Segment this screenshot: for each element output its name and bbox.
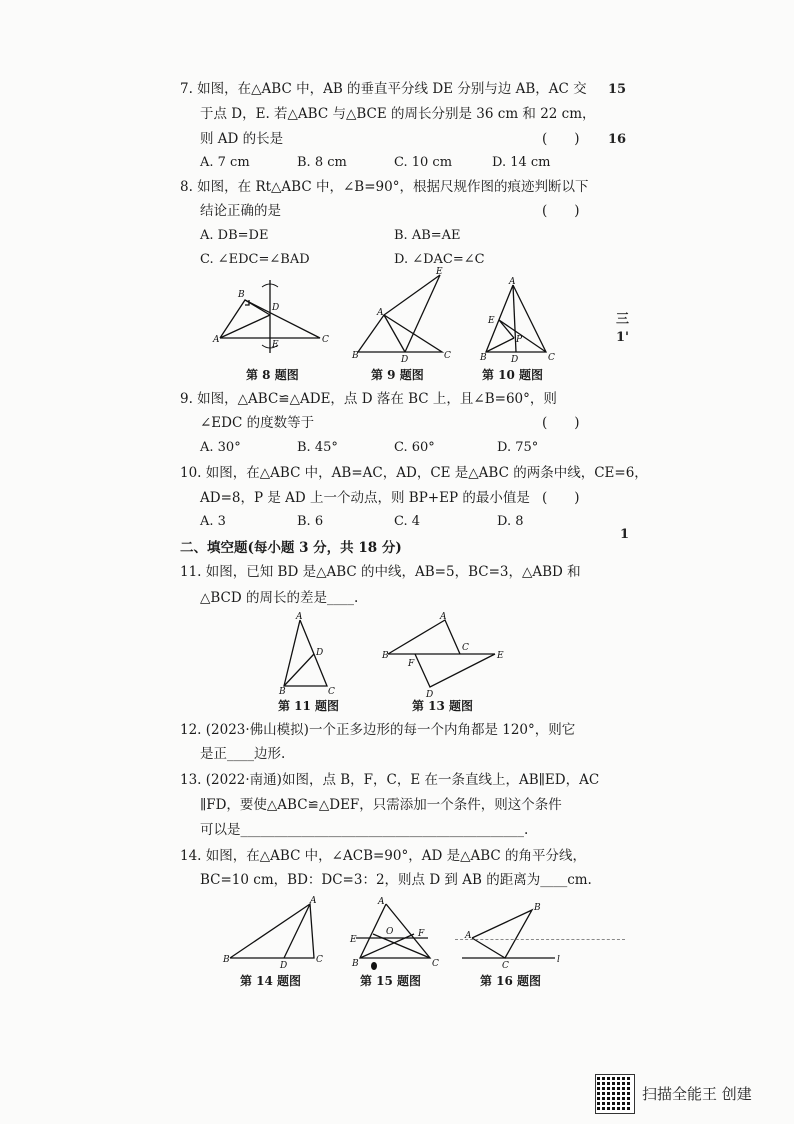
figure-8-caption: 第 8 题图 <box>246 368 299 382</box>
svg-text:A: A <box>310 896 317 906</box>
margin-fragment-1a: 1' <box>616 330 630 345</box>
q9-line1: 9. 如图，△ABC≌△ADE，点 D 落在 BC 上，且∠B=60°，则 <box>180 391 557 407</box>
figure-13 <box>380 612 510 700</box>
q7-line3: 则 AD 的长是 <box>200 131 284 147</box>
figure-16 <box>460 900 560 971</box>
svg-text:l: l <box>557 955 560 965</box>
q12-line2: 是正____边形. <box>200 746 286 762</box>
svg-text:D: D <box>316 648 324 658</box>
q9-option-c: C. 60° <box>394 440 435 455</box>
q10-option-b: B. 6 <box>297 514 324 529</box>
svg-text:A: A <box>509 277 516 287</box>
figure-15 <box>348 896 443 971</box>
q13-line3: 可以是__________________________________________. <box>200 822 529 838</box>
q10-line2: AD=8，P 是 AD 上一个动点，则 BP+EP 的最小值是 <box>200 490 530 506</box>
figure-10 <box>478 277 568 365</box>
figure-9 <box>350 267 460 365</box>
figure-14-caption: 第 14 题图 <box>240 974 302 988</box>
q8-option-b: B. AB=AE <box>394 228 461 243</box>
q9-option-b: B. 45° <box>297 440 338 455</box>
q8-paren: ( ) <box>542 203 580 219</box>
q14-line1: 14. 如图，在△ABC 中，∠ACB=90°，AD 是△ABC 的角平分线， <box>180 848 587 864</box>
svg-text:B: B <box>352 351 359 361</box>
q7-option-b: B. 8 cm <box>297 155 347 170</box>
q8-option-c: C. ∠EDC=∠BAD <box>200 252 310 267</box>
svg-text:O: O <box>386 927 394 937</box>
svg-text:D: D <box>401 355 409 365</box>
svg-text:D: D <box>272 303 280 313</box>
q8-option-d: D. ∠DAC=∠C <box>394 252 485 267</box>
q7-option-c: C. 10 cm <box>394 155 453 170</box>
svg-text:P: P <box>516 335 523 345</box>
svg-text:B: B <box>480 353 487 363</box>
q7-line2: 于点 D，E. 若△ABC 与△BCE 的周长分别是 36 cm 和 22 cm， <box>200 106 596 122</box>
svg-text:A: A <box>465 931 472 941</box>
figure-9-caption: 第 9 题图 <box>371 368 424 382</box>
svg-text:A: A <box>213 335 220 345</box>
q13-line2: ∥FD，要使△ABC≌△DEF，只需添加一个条件，则这个条件 <box>200 797 562 813</box>
svg-text:B: B <box>382 651 389 661</box>
svg-text:C: C <box>502 961 509 971</box>
svg-text:A: A <box>296 612 303 622</box>
margin-number-16: 16 <box>608 132 627 147</box>
svg-text:C: C <box>322 335 329 345</box>
qr-pattern <box>597 1076 631 1110</box>
q7-line1: 7. 如图，在△ABC 中，AB 的垂直平分线 DE 分别与边 AB，AC 交 <box>180 81 587 97</box>
q9-option-d: D. 75° <box>497 440 539 455</box>
margin-fragment-1b: 1 <box>620 527 630 542</box>
q7-option-d: D. 14 cm <box>492 155 551 170</box>
svg-text:D: D <box>280 961 288 971</box>
q8-line2: 结论正确的是 <box>200 203 281 219</box>
q10-paren: ( ) <box>542 490 580 506</box>
margin-char-san: 三 <box>616 312 630 327</box>
q10-option-c: C. 4 <box>394 514 421 529</box>
q11-line1: 11. 如图，已知 BD 是△ABC 的中线，AB=5，BC=3，△ABD 和 <box>180 564 581 580</box>
svg-text:B: B <box>534 903 541 913</box>
svg-text:B: B <box>352 959 359 969</box>
svg-text:E: E <box>497 651 504 661</box>
figure-16-caption: 第 16 题图 <box>480 974 542 988</box>
figure-10-caption: 第 10 题图 <box>482 368 544 382</box>
svg-text:C: C <box>462 643 469 653</box>
svg-text:E: E <box>488 316 495 326</box>
q7-paren: ( ) <box>542 131 580 147</box>
svg-text:D: D <box>426 690 434 700</box>
svg-text:E: E <box>272 340 279 350</box>
svg-text:C: C <box>444 351 451 361</box>
svg-text:E: E <box>350 935 357 945</box>
figure-11-caption: 第 11 题图 <box>278 699 340 713</box>
margin-number-15: 15 <box>608 82 627 97</box>
fold-mark-line <box>455 939 625 940</box>
figure-8 <box>210 275 330 360</box>
svg-text:A: A <box>377 308 384 318</box>
section-2-heading: 二、填空题(每小题 3 分，共 18 分) <box>180 540 402 556</box>
svg-text:C: C <box>432 959 439 969</box>
q9-paren: ( ) <box>542 415 580 431</box>
q10-line1: 10. 如图，在△ABC 中，AB=AC，AD，CE 是△ABC 的两条中线，CE=6， <box>180 465 648 481</box>
svg-text:F: F <box>408 659 415 669</box>
svg-text:C: C <box>328 687 335 697</box>
q14-line2: BC=10 cm，BD：DC=3：2，则点 D 到 AB 的距离为____cm. <box>200 872 592 888</box>
svg-text:A: A <box>440 612 447 622</box>
q10-option-d: D. 8 <box>497 514 524 529</box>
svg-text:C: C <box>548 353 555 363</box>
q7-option-a: A. 7 cm <box>200 155 250 170</box>
svg-text:A: A <box>378 897 385 907</box>
svg-text:B: B <box>238 290 245 300</box>
svg-text:B: B <box>223 955 230 965</box>
q8-option-a: A. DB=DE <box>200 228 269 243</box>
q11-line2: △BCD 的周长的差是____. <box>200 590 359 606</box>
q13-line1: 13. (2022·南通)如图，点 B，F，C，E 在一条直线上，AB∥ED，AC <box>180 772 600 788</box>
figure-11 <box>272 612 342 697</box>
q8-line1: 8. 如图，在 Rt△ABC 中，∠B=90°，根据尺规作图的痕迹判断以下 <box>180 179 589 195</box>
svg-text:F: F <box>418 929 425 939</box>
svg-text:D: D <box>511 355 519 365</box>
q12-line1: 12. (2023·佛山模拟)一个正多边形的每一个内角都是 120°，则它 <box>180 722 576 738</box>
q9-option-a: A. 30° <box>200 440 241 455</box>
q10-option-a: A. 3 <box>200 514 226 529</box>
svg-text:B: B <box>279 687 286 697</box>
q9-line2: ∠EDC 的度数等于 <box>200 415 315 431</box>
svg-text:E: E <box>436 267 443 277</box>
figure-14 <box>222 896 332 971</box>
figure-13-caption: 第 13 题图 <box>412 699 474 713</box>
scanner-watermark: 扫描全能王 创建 <box>642 1085 752 1103</box>
svg-text:C: C <box>316 955 323 965</box>
figure-15-caption: 第 15 题图 <box>360 974 422 988</box>
